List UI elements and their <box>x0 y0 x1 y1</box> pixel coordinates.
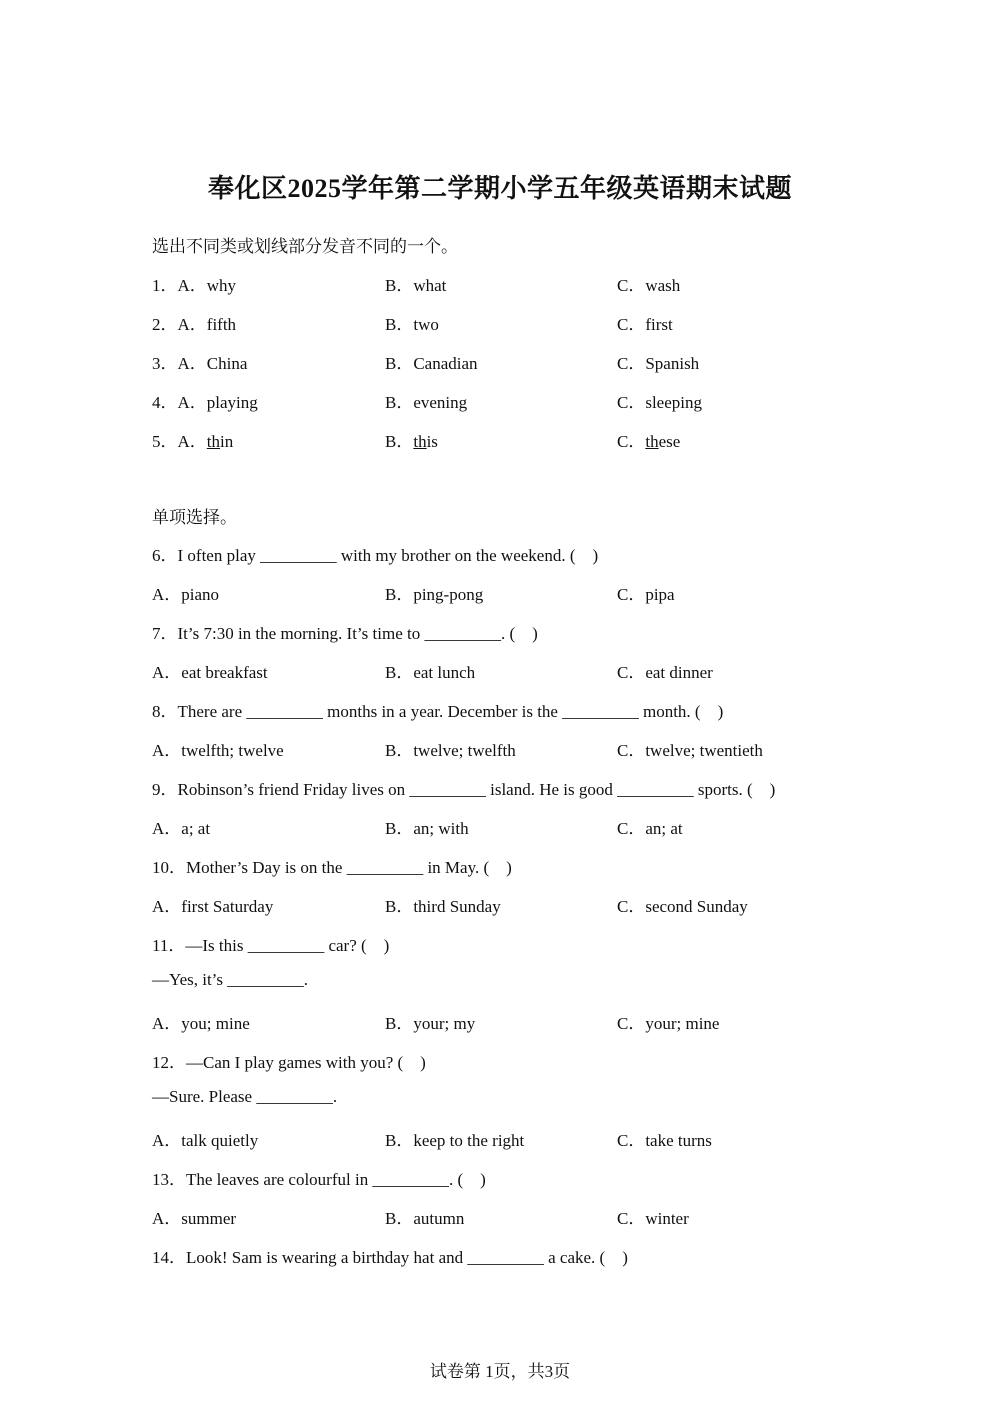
question-5-option-a <box>152 427 233 452</box>
question-13-stem: 13．The leaves are colourful in _________. ( ) <box>152 1170 486 1189</box>
question-10-stem: 10．Mother’s Day is on the _________ in May. ( ) <box>152 858 512 877</box>
question-5-option-c <box>617 427 680 452</box>
option-text: sleeping <box>645 393 702 412</box>
question-2-option-c <box>617 310 673 335</box>
question-10-option-b: B．third Sunday <box>385 897 501 916</box>
option-letter: C． <box>617 393 646 412</box>
question-3-option-b <box>385 349 478 374</box>
question-9-option-b: B．an; with <box>385 819 469 838</box>
question-2-option-b <box>385 310 439 335</box>
question-2-option-a <box>152 310 236 335</box>
option-letter: A． <box>177 315 207 334</box>
question-10-option-c: C．second Sunday <box>617 897 748 916</box>
section-heading-phonics: 选出不同类或划线部分发音不同的一个。 <box>152 237 458 257</box>
option-text-rest: is <box>426 432 438 451</box>
question-number: 4． <box>152 393 178 412</box>
option-letter: C． <box>617 315 646 334</box>
option-letter: B． <box>385 432 414 451</box>
option-text: playing <box>206 393 258 412</box>
question-9-option-c: C．an; at <box>617 819 683 838</box>
option-letter: B． <box>385 276 414 295</box>
option-letter: B． <box>385 393 414 412</box>
question-7-option-b: B．eat lunch <box>385 663 476 682</box>
question-8-stem: 8．There are _________ months in a year. December is the _________ month. ( ) <box>152 702 724 721</box>
question-4-option-c <box>617 388 702 413</box>
question-1-option-b <box>385 271 446 296</box>
question-6-option-c: C．pipa <box>617 585 675 604</box>
option-letter: B． <box>385 315 414 334</box>
option-text-rest: in <box>220 432 234 451</box>
option-text: China <box>206 354 248 373</box>
option-text: fifth <box>206 315 237 334</box>
question-7-option-a: A．eat breakfast <box>152 663 268 682</box>
question-11-option-a: A．you; mine <box>152 1014 250 1033</box>
underlined-part: th <box>206 432 221 451</box>
question-3-option-a <box>152 349 247 374</box>
option-text: first <box>645 315 673 334</box>
section-heading-choice: 单项选择。 <box>152 508 237 528</box>
question-12-reply: —Sure. Please _________. <box>152 1087 338 1106</box>
question-12-option-c: C．take turns <box>617 1131 712 1150</box>
question-7-option-c: C．eat dinner <box>617 663 713 682</box>
question-12-stem: 12．—Can I play games with you? ( ) <box>152 1053 426 1072</box>
question-7-stem: 7．It’s 7:30 in the morning. It’s time to _________. ( ) <box>152 624 538 643</box>
option-letter: C． <box>617 354 646 373</box>
question-13-option-b: B．autumn <box>385 1209 465 1228</box>
question-8-option-c: C．twelve; twentieth <box>617 741 763 760</box>
question-8-option-b: B．twelve; twelfth <box>385 741 516 760</box>
question-number: 5． <box>152 432 178 451</box>
question-9-option-a: A．a; at <box>152 819 211 838</box>
option-text: Canadian <box>413 354 478 373</box>
underlined-part: th <box>413 432 427 451</box>
question-11-stem: 11．—Is this _________ car? ( ) <box>152 936 390 955</box>
question-14-stem: 14．Look! Sam is wearing a birthday hat and _________ a cake. ( ) <box>152 1248 628 1267</box>
question-6-stem: 6．I often play _________ with my brother on the weekend. ( ) <box>152 546 599 565</box>
option-letter: C． <box>617 276 646 295</box>
question-13-option-a: A．summer <box>152 1209 237 1228</box>
question-10-option-a: A．first Saturday <box>152 897 274 916</box>
question-12-option-b: B．keep to the right <box>385 1131 525 1150</box>
option-letter: A． <box>177 354 207 373</box>
question-5-option-b <box>385 427 438 452</box>
question-number: 2． <box>152 315 178 334</box>
question-4-option-b <box>385 388 467 413</box>
page-title: 奉化区2025学年第二学期小学五年级英语期末试题 <box>207 174 792 203</box>
option-letter: B． <box>385 354 414 373</box>
option-text-rest: ese <box>658 432 681 451</box>
option-text: evening <box>413 393 468 412</box>
option-text: what <box>413 276 447 295</box>
page-footer: 试卷第 1页，共3页 <box>429 1362 571 1381</box>
question-number: 1． <box>152 276 178 295</box>
option-letter: C． <box>617 432 646 451</box>
question-13-option-c: C．winter <box>617 1209 689 1228</box>
option-text: why <box>206 276 237 295</box>
question-11-option-b: B．your; my <box>385 1014 476 1033</box>
option-letter: A． <box>177 276 207 295</box>
option-text: two <box>413 315 439 334</box>
question-8-option-a: A．twelfth; twelve <box>152 741 284 760</box>
underlined-part: th <box>645 432 659 451</box>
question-12-option-a: A．talk quietly <box>152 1131 259 1150</box>
question-3-option-c <box>617 349 699 374</box>
option-text: wash <box>645 276 681 295</box>
question-9-stem: 9．Robinson’s friend Friday lives on _________ island. He is good _________ sports. ( ) <box>152 780 776 799</box>
option-letter: A． <box>177 432 207 451</box>
question-1-option-a <box>152 271 236 296</box>
question-6-option-b: B．ping-pong <box>385 585 484 604</box>
question-1-option-c <box>617 271 680 296</box>
question-11-reply: —Yes, it’s _________. <box>152 970 309 989</box>
question-4-option-a <box>152 388 258 413</box>
option-text: Spanish <box>645 354 700 373</box>
option-letter: A． <box>177 393 207 412</box>
question-6-option-a: A．piano <box>152 585 220 604</box>
question-11-option-c: C．your; mine <box>617 1014 720 1033</box>
question-number: 3． <box>152 354 178 373</box>
